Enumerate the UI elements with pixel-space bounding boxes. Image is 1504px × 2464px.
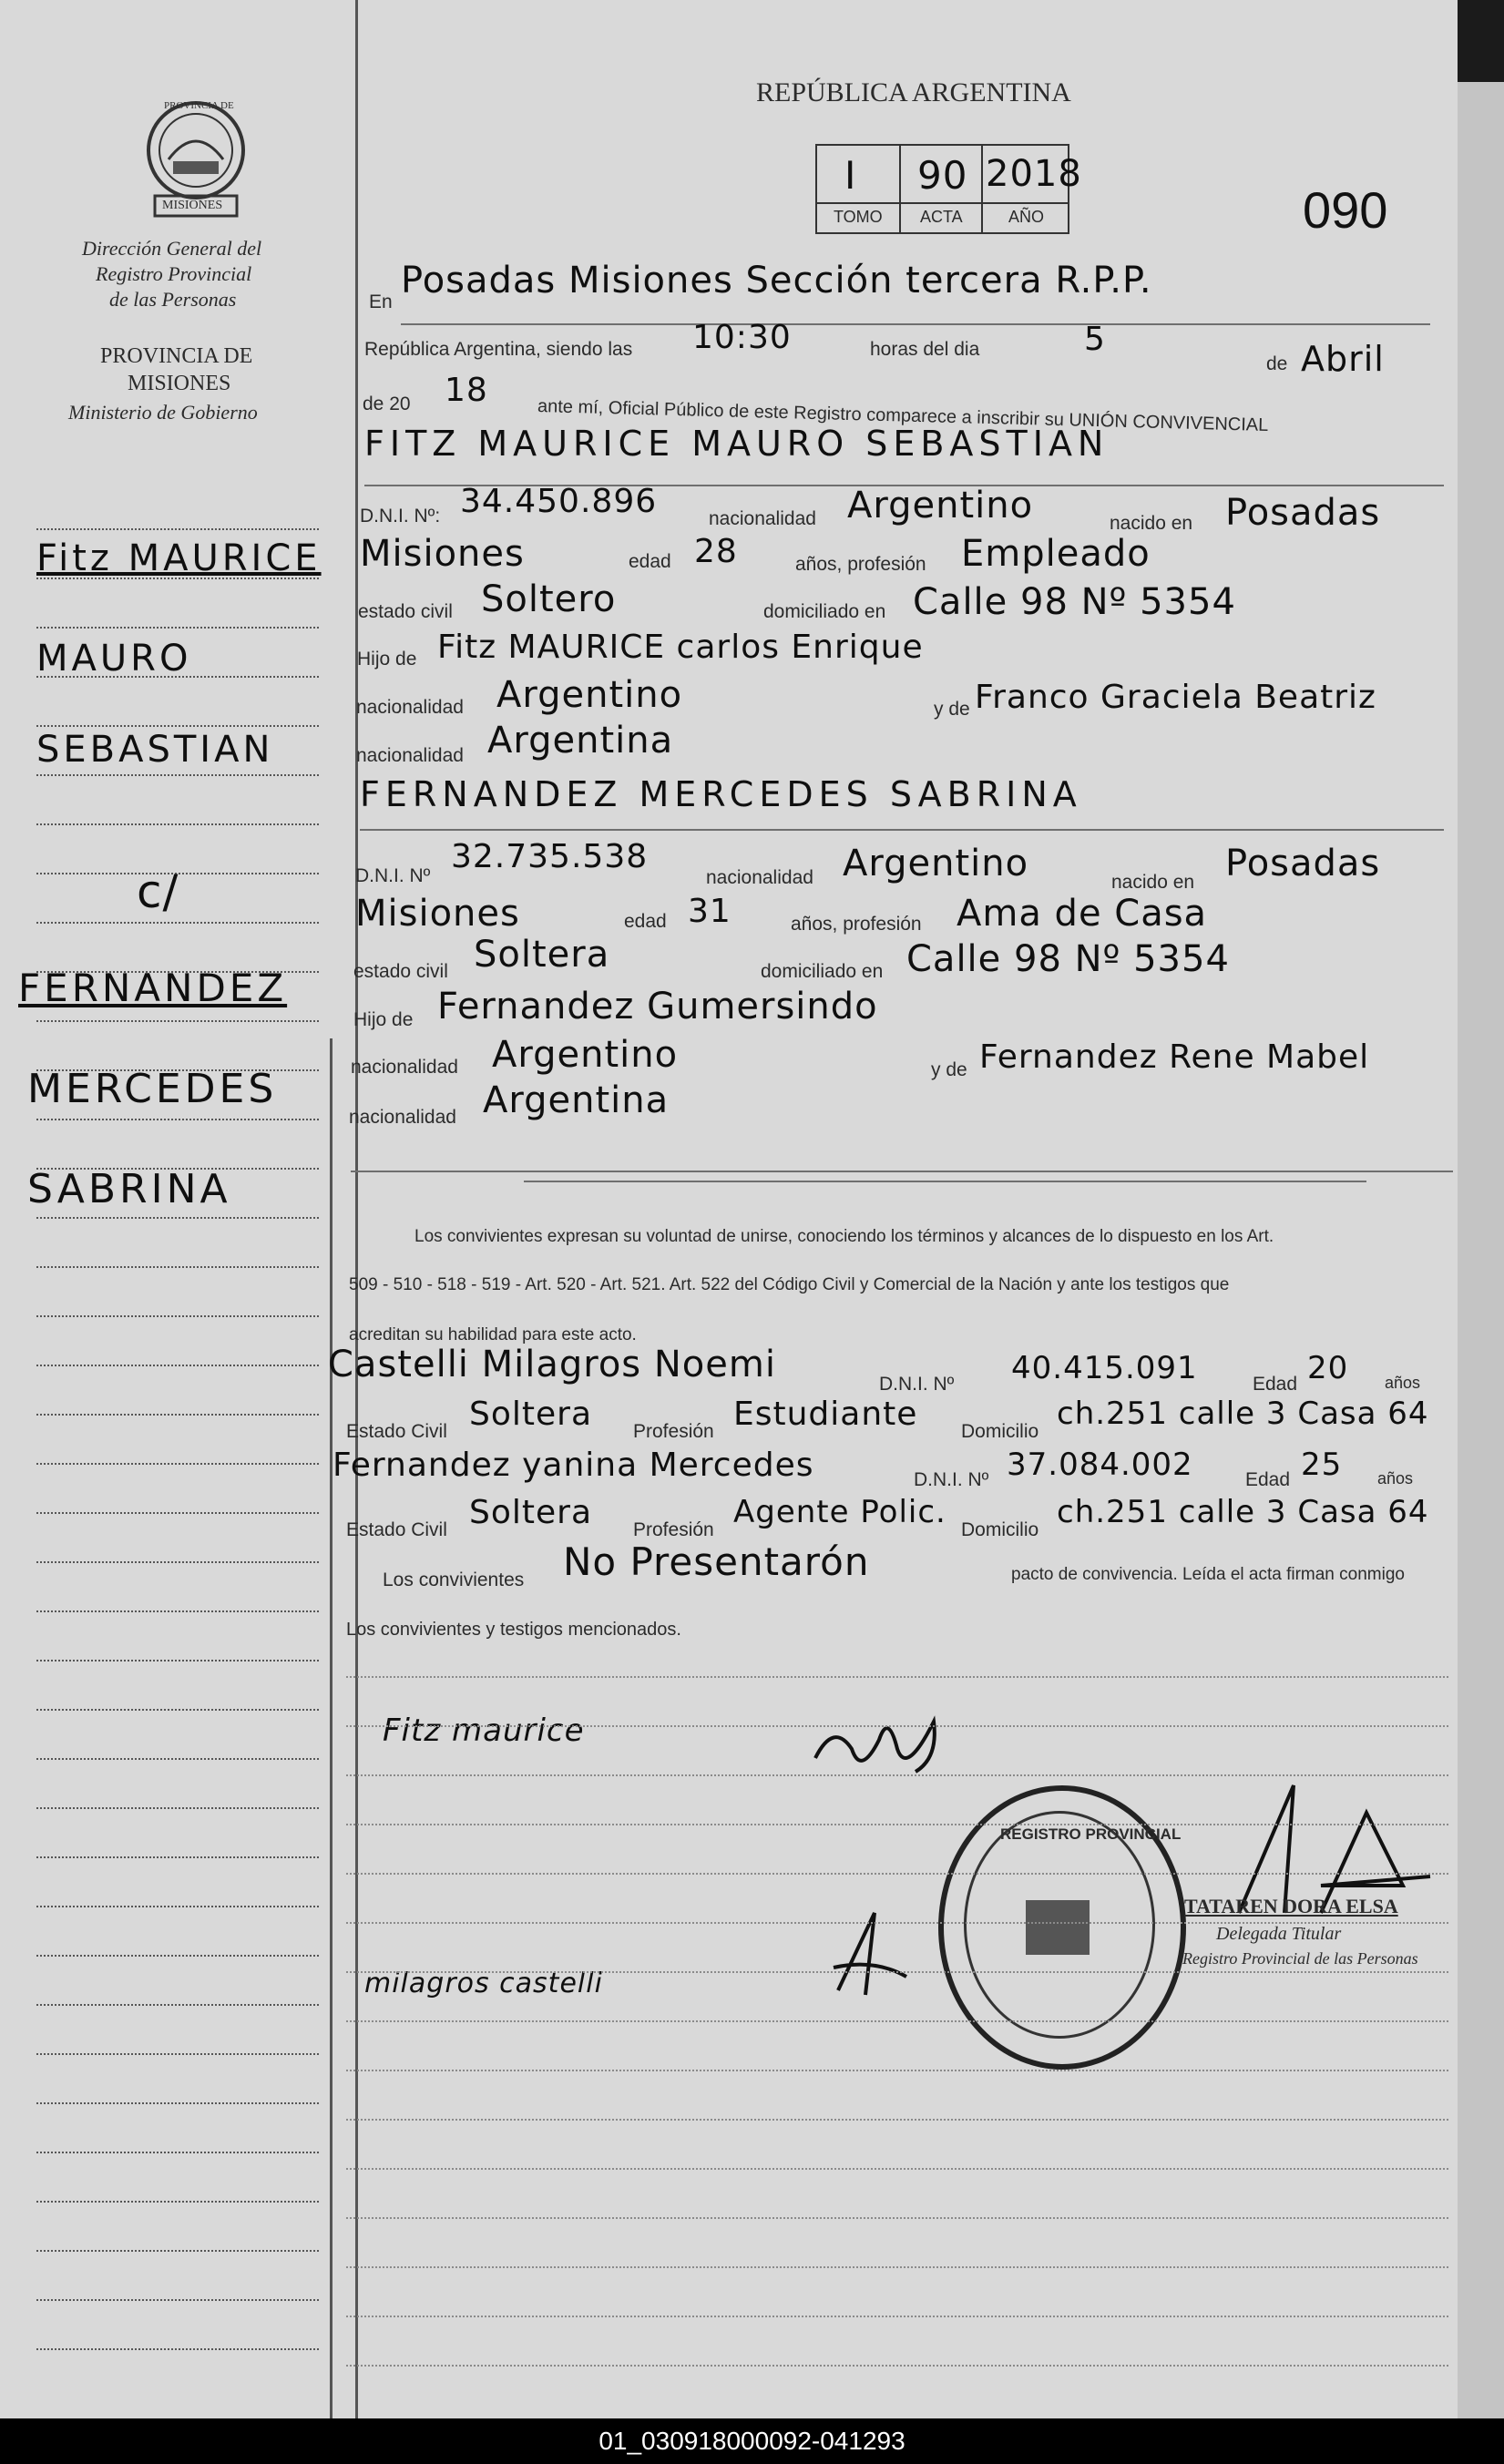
p2-estado-label: estado civil <box>353 961 448 982</box>
rule <box>401 323 1430 325</box>
margin-rule <box>36 2299 319 2301</box>
margin-rule <box>36 725 319 727</box>
page-number: 090 <box>1303 181 1388 239</box>
p2-address: Calle 98 Nº 5354 <box>906 938 1230 980</box>
w2-civil-status: Soltera <box>469 1494 593 1531</box>
stamp-ring-text: REGISTRO PROVINCIAL <box>1000 1825 1182 1843</box>
margin-rule <box>36 1955 319 1957</box>
w1-address: ch.251 calle 3 Casa 64 <box>1057 1396 1429 1432</box>
en-label: En <box>369 291 393 312</box>
p2-birthplace2: Misiones <box>355 893 520 935</box>
w2-estado-label: Estado Civil <box>346 1519 447 1540</box>
margin-name-7: SABRINA <box>27 1166 231 1212</box>
person1-name: FITZ MAURICE MAURO SEBASTIAN <box>364 424 1110 464</box>
w1-name: Castelli Milagros Noemi <box>328 1344 776 1385</box>
margin-rule <box>36 1365 319 1366</box>
w2-dni-label: D.N.I. Nº <box>914 1469 989 1490</box>
p2-nationality: Argentino <box>843 843 1029 884</box>
p1-profesion-label: años, profesión <box>795 554 926 575</box>
p2-hijo-label: Hijo de <box>353 1009 414 1030</box>
country-title: REPÚBLICA ARGENTINA <box>756 77 1071 107</box>
margin-name-2: MAURO <box>36 638 192 680</box>
margin-rule <box>36 1266 319 1268</box>
official-stamp <box>938 1785 1186 2070</box>
p2-civil-status: Soltera <box>474 934 610 976</box>
p1-mother-nat-label: nacionalidad <box>356 745 464 766</box>
margin-rule <box>36 2201 319 2203</box>
horas-label: horas del dia <box>870 339 980 360</box>
margin-name-1: Fitz MAURICE <box>36 537 322 579</box>
en-value: Posadas Misiones Sección tercera R.P.P. <box>401 260 1152 302</box>
margin-rule <box>36 1906 319 1907</box>
p1-nationality: Argentino <box>847 485 1034 527</box>
p1-mother-nationality: Argentina <box>487 720 674 762</box>
margin-name-6: MERCEDES <box>27 1066 278 1112</box>
margin-rule <box>36 1610 319 1612</box>
prov-line-1: PROVINCIA DE <box>100 344 253 368</box>
prov-line-2: MISIONES <box>128 372 231 395</box>
closing-label: Los convivientes <box>383 1569 525 1590</box>
margin-rule <box>36 1856 319 1858</box>
w1-estado-label: Estado Civil <box>346 1421 447 1442</box>
p2-profesion-label: años, profesión <box>791 914 922 935</box>
person2-name: FERNANDEZ MERCEDES SABRINA <box>360 774 1082 814</box>
de20-label: de 20 <box>363 394 411 414</box>
margin-rule <box>36 1807 319 1809</box>
declaration-line-3: acreditan su habilidad para este acto. <box>349 1325 637 1344</box>
body-rule <box>346 2316 1448 2317</box>
p2-edad-label: edad <box>624 911 667 932</box>
tomo-value: I <box>844 153 857 198</box>
acta-label: ACTA <box>920 208 963 226</box>
seal-bottom-text: MISIONES <box>162 199 223 212</box>
margin-rule <box>36 2348 319 2350</box>
body-rule <box>346 1676 1448 1678</box>
body-rule <box>346 1873 1448 1875</box>
w2-profesion-label: Profesión <box>633 1519 714 1540</box>
stamp-emblem-icon <box>1017 1891 1099 1964</box>
body-rule <box>346 2020 1448 2022</box>
siendo-label: República Argentina, siendo las <box>364 339 633 360</box>
p1-father: Fitz MAURICE carlos Enrique <box>437 629 924 666</box>
p2-dni: 32.735.538 <box>451 838 649 875</box>
margin-rule <box>36 1512 319 1514</box>
margin-rule <box>36 1414 319 1416</box>
ano-value: 2018 <box>986 153 1082 195</box>
w1-profession: Estudiante <box>733 1396 918 1433</box>
p2-age: 31 <box>688 893 732 930</box>
body-rule <box>346 1725 1448 1727</box>
month-value: Abril <box>1301 339 1385 379</box>
body-rule <box>346 2070 1448 2071</box>
margin-rule <box>36 1463 319 1465</box>
margin-rule <box>36 2152 319 2153</box>
p1-father-nationality: Argentino <box>496 674 683 716</box>
p2-father: Fernandez Gumersindo <box>437 986 878 1028</box>
margin-rule <box>36 1561 319 1563</box>
p1-civil-status: Soltero <box>481 578 617 620</box>
signature-5-icon <box>820 1904 920 2004</box>
p1-edad-label: edad <box>629 551 671 572</box>
ano-label: AÑO <box>1008 208 1045 226</box>
w2-dni: 37.084.002 <box>1007 1447 1193 1483</box>
margin-rule <box>36 1758 319 1760</box>
margin-rule <box>36 922 319 924</box>
signature-1: Fitz maurice <box>383 1713 585 1749</box>
w1-anos-label: años <box>1385 1374 1421 1392</box>
rule <box>524 1181 1366 1182</box>
body-rule <box>346 2168 1448 2170</box>
w1-edad-label: Edad <box>1253 1374 1298 1395</box>
p1-age: 28 <box>694 533 738 570</box>
w1-civil-status: Soltera <box>469 1396 593 1433</box>
org-line-2: Registro Provincial <box>96 262 252 285</box>
p1-mother: Franco Graciela Beatriz <box>975 679 1376 716</box>
w2-profession: Agente Polic. <box>733 1494 946 1530</box>
rule <box>351 1171 1453 1172</box>
de-label: de <box>1266 353 1288 374</box>
p1-address: Calle 98 Nº 5354 <box>913 581 1236 623</box>
p1-domicilio-label: domiciliado en <box>763 601 886 622</box>
margin-rule <box>36 2250 319 2252</box>
body-rule <box>346 2365 1448 2367</box>
declaration-line-1: Los convivientes expresan su voluntad de unirse, conociendo los términos y alcances de lo dispuesto en los Art. <box>414 1227 1274 1246</box>
w2-address: ch.251 calle 3 Casa 64 <box>1057 1494 1429 1530</box>
footer-code: 01_030918000092-041293 <box>0 2418 1504 2464</box>
margin-rule <box>36 2102 319 2104</box>
body-rule <box>346 2266 1448 2268</box>
p2-mother-nationality: Argentina <box>483 1079 670 1121</box>
signature-2-icon <box>797 1685 952 1785</box>
p1-birthplace2: Misiones <box>360 533 525 575</box>
ministry: Ministerio de Gobierno <box>68 401 258 424</box>
time-value: 10:30 <box>692 319 792 356</box>
signature-4: milagros castelli <box>364 1968 603 1999</box>
w2-domicilio-label: Domicilio <box>961 1519 1039 1540</box>
next-page-edge <box>1458 82 1504 2418</box>
w2-anos-label: años <box>1377 1469 1414 1488</box>
official-office: Registro Provincial de las Personas <box>1182 1949 1418 1968</box>
margin-rule <box>36 774 319 776</box>
margin-rule <box>36 1315 319 1317</box>
p1-dni: 34.450.896 <box>460 483 658 520</box>
p1-dni-label: D.N.I. Nº: <box>360 506 441 527</box>
p2-mother-nat-label: nacionalidad <box>349 1107 456 1128</box>
p1-estado-label: estado civil <box>358 601 453 622</box>
year-value: 18 <box>445 372 488 409</box>
body-rule <box>346 1971 1448 1973</box>
body-rule <box>346 1824 1448 1825</box>
w1-dni-label: D.N.I. Nº <box>879 1374 955 1395</box>
margin-rule <box>36 2004 319 2006</box>
margin-name-4: c/ <box>137 865 179 918</box>
margin-rule <box>36 2053 319 2055</box>
margin-rule <box>36 1660 319 1661</box>
margin-rule <box>36 1119 319 1120</box>
w2-name: Fernandez yanina Mercedes <box>333 1447 814 1484</box>
p1-yde-label: y de <box>934 699 970 720</box>
margin-rule <box>36 1709 319 1711</box>
margin-rule <box>36 823 319 825</box>
p2-nacido-label: nacido en <box>1111 872 1195 893</box>
org-line-1: Dirección General del <box>82 237 262 260</box>
p1-father-nat-label: nacionalidad <box>356 697 464 718</box>
official-title: Delegada Titular <box>1216 1924 1342 1944</box>
declaration-line-2: 509 - 510 - 518 - 519 - Art. 520 - Art. 521. Art. 522 del Código Civil y Comercial de la Nación y ante los testigos que <box>349 1275 1230 1294</box>
margin-rule <box>36 627 319 629</box>
rule <box>360 829 1444 831</box>
p2-birthplace: Posadas <box>1225 843 1381 884</box>
margin-line-left-inner <box>330 1038 333 2418</box>
p2-dni-label: D.N.I. Nº <box>355 865 431 886</box>
p1-hijo-label: Hijo de <box>357 649 417 670</box>
body-rule <box>346 1774 1448 1776</box>
margin-name-5: FERNANDEZ <box>18 966 288 1010</box>
p2-nationality-label: nacionalidad <box>706 867 813 888</box>
seal-top-text: PROVINCIA DE <box>164 100 234 111</box>
closing-line-2: Los convivientes y testigos mencionados. <box>346 1620 681 1640</box>
p2-domicilio-label: domiciliado en <box>761 961 884 982</box>
tomo-label: TOMO <box>834 208 883 226</box>
w1-profesion-label: Profesión <box>633 1421 714 1442</box>
w2-age: 25 <box>1301 1447 1343 1483</box>
body-rule <box>346 2119 1448 2121</box>
margin-line-left <box>355 0 358 2418</box>
p2-yde-label: y de <box>931 1059 967 1080</box>
p1-nacido-label: nacido en <box>1110 513 1193 534</box>
closing-text: pacto de convivencia. Leída el acta firman conmigo <box>1011 1565 1405 1584</box>
margin-name-3: SEBASTIAN <box>36 729 274 771</box>
body-rule <box>346 1922 1448 1924</box>
body-rule <box>346 2217 1448 2219</box>
margin-rule <box>36 1217 319 1219</box>
p1-birthplace: Posadas <box>1225 492 1381 534</box>
p2-mother: Fernandez Rene Mabel <box>979 1038 1370 1076</box>
org-line-3: de las Personas <box>109 288 237 311</box>
intro-text: ante mí, Oficial Público de este Registro comparece a inscribir su UNIÓN CONVIVENCIAL <box>537 396 1269 436</box>
acta-value: 90 <box>917 153 968 198</box>
margin-rule <box>36 528 319 530</box>
w2-edad-label: Edad <box>1245 1469 1291 1490</box>
margin-rule <box>36 1020 319 1022</box>
w1-dni: 40.415.091 <box>1011 1350 1198 1386</box>
p2-father-nationality: Argentino <box>492 1034 679 1076</box>
p2-father-nat-label: nacionalidad <box>351 1057 458 1078</box>
day-value: 5 <box>1084 321 1106 358</box>
closing-value: No Presentarón <box>563 1539 870 1584</box>
w1-domicilio-label: Domicilio <box>961 1421 1039 1442</box>
tomo-acta-ano-box <box>815 144 1082 234</box>
p1-profession: Empleado <box>961 533 1151 575</box>
p1-nationality-label: nacionalidad <box>709 508 816 529</box>
p2-profession: Ama de Casa <box>957 893 1208 935</box>
official-name: TATAREN DORA ELSA <box>1184 1895 1398 1917</box>
w1-age: 20 <box>1307 1350 1349 1386</box>
